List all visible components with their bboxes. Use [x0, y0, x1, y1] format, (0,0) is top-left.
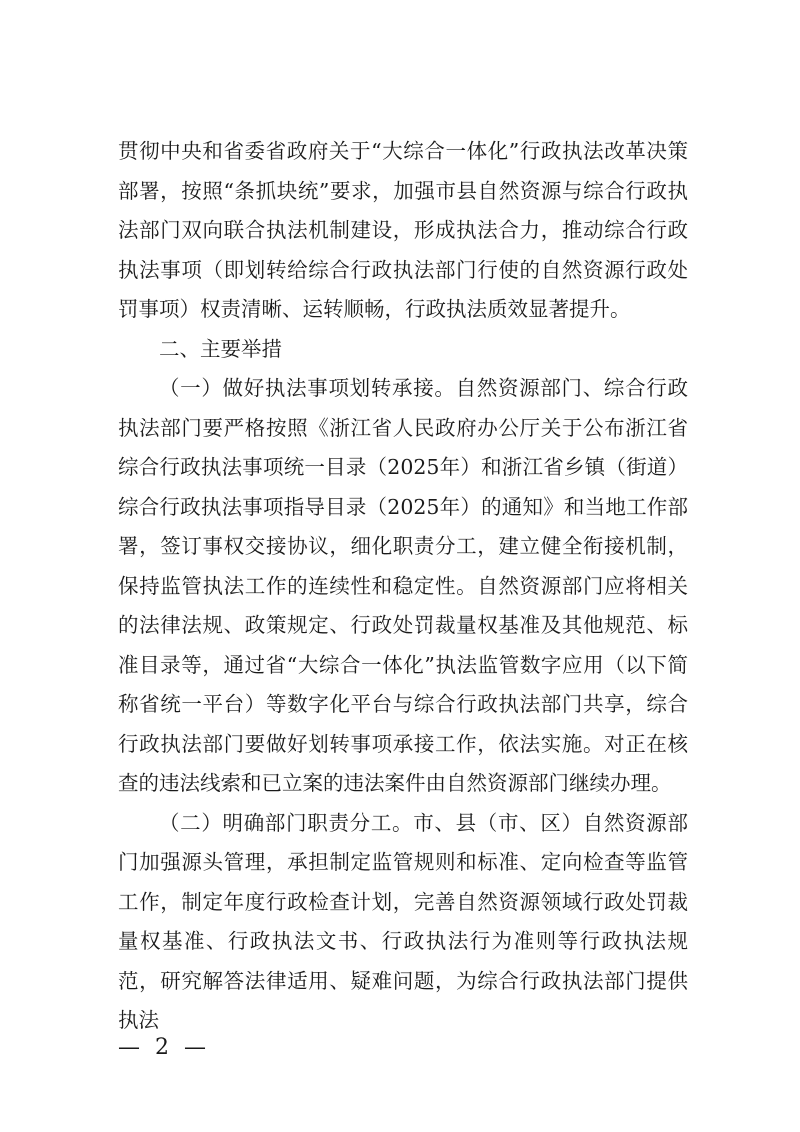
- paragraph-1-lead: （一）做好执法事项划转承接。: [159, 376, 456, 400]
- paragraph-2-body: 市、县（市、区）自然资源部门加强源头管理，承担制定监管规则和标准、定向检查等监管工作，制定年度行政检查计划，完善自然资源领域行政处罚裁量权基准、行政执法文书、行政执法行为准则等行政执法规范，研究解答法律适用、疑难问题，为综合行政执法部门提供执法: [118, 810, 688, 1032]
- paragraph-1-body: 自然资源部门、综合行政执法部门要严格按照《浙江省人民政府办公厅关于公布浙江省综合行政执法事项统一目录（2025年）和浙江省乡镇（街道）综合行政执法事项指导目录（2025年）的通知》和当地工作部署，签订事权交接协议，细化职责分工，建立健全衔接机制，保持监管执法工作的连续性和稳定性。自然资源部门应将相关的法律法规、政策规定、行政处罚裁量权基准及其他规范、标准目录等，通过省“大综合一体化”执法监管数字应用（以下简称省统一平台）等数字化平台与综合行政执法部门共享，综合行政执法部门要做好划转事项承接工作，依法实施。对正在核查的违法线索和已立案的违法案件由自然资源部门继续办理。: [118, 376, 688, 795]
- document-body: [118, 132, 688, 1041]
- paragraph-1: [118, 369, 688, 804]
- intro-paragraph: 贯彻中央和省委省政府关于“大综合一体化”行政执法改革决策部署，按照“条抓块统”要求，加强市县自然资源与综合行政执法部门双向联合执法机制建设，形成执法合力，推动综合行政执法事项（即划转给综合行政执法部门行使的自然资源行政处罚事项）权责清晰、运转顺畅，行政执法质效显著提升。: [118, 139, 688, 321]
- paragraph-2: [118, 804, 688, 1041]
- paragraph-2-lead: （二）明确部门职责分工。: [159, 810, 414, 835]
- section-heading: 二、主要举措: [159, 336, 282, 361]
- page-number: — 2 —: [118, 1035, 210, 1060]
